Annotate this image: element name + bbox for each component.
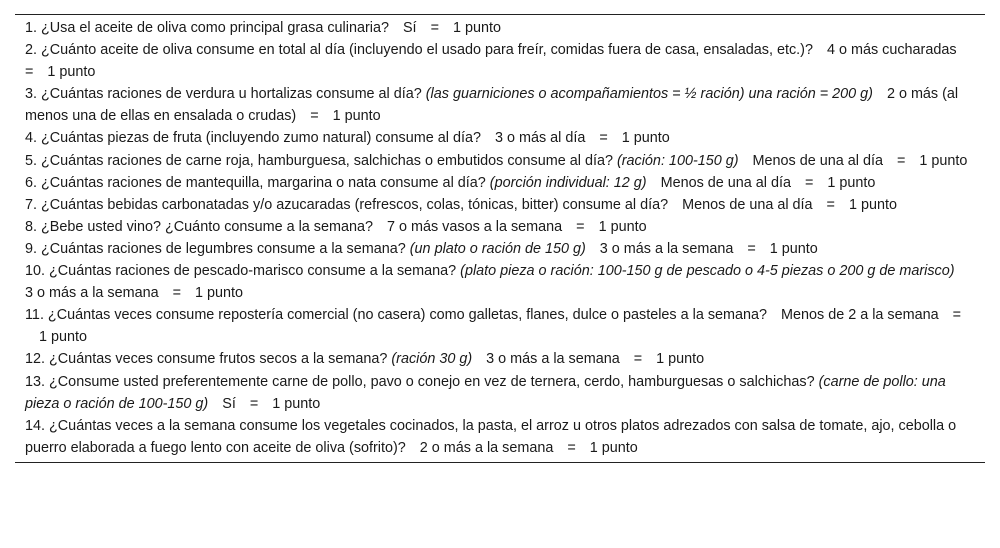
question-note: (las guarniciones o acompañamientos = ½ ración) una ración = 200 g) bbox=[425, 86, 873, 103]
score: 1 punto bbox=[39, 329, 88, 346]
score: 1 punto bbox=[598, 218, 647, 235]
answer-criterion: Sí bbox=[402, 20, 417, 36]
equals-sign: = bbox=[249, 395, 259, 412]
question-text: 13. ¿Consume usted preferentemente carne de pollo, pavo o conejo en vez de ternera, cerdo, hamburguesas o salchichas? bbox=[25, 373, 815, 390]
score: 1 punto bbox=[656, 351, 705, 368]
question-text: 14. ¿Cuántas veces a la semana consume los vegetales cocinados, la pasta, el arroz u otros platos adrezados con salsa de tomate, ajo, cebolla o puerro elaborada a fuego lento con aceite de oliva (sofrito)? bbox=[25, 417, 957, 456]
equals-sign: = bbox=[747, 240, 756, 257]
equals-sign: = bbox=[826, 196, 835, 213]
score: 1 punto bbox=[919, 152, 968, 169]
question-note: (ración: 100-150 g) bbox=[616, 152, 739, 169]
bottom-rule bbox=[15, 462, 985, 463]
question-text: 11. ¿Cuántas veces consume repostería comercial (no casera) como galletas, flanes, dulce o pasteles a la semana? bbox=[25, 307, 768, 324]
question-note: (porción individual: 12 g) bbox=[489, 174, 647, 191]
equals-sign: = bbox=[633, 351, 643, 368]
questionnaire-row bbox=[15, 216, 985, 238]
question-text: 3. ¿Cuántas raciones de verdura u hortalizas consume al día? bbox=[25, 86, 422, 103]
questionnaire-row bbox=[15, 415, 985, 459]
answer-criterion: Menos de una al día bbox=[660, 174, 791, 191]
question-text: 7. ¿Cuántas bebidas carbonatadas y/o azucaradas (refrescos, colas, tónicas, bitter) consume al día? bbox=[25, 196, 669, 213]
score: 1 punto bbox=[452, 20, 501, 36]
question-note: (carne de pollo: una pieza o ración de 100-150 g) bbox=[25, 373, 946, 412]
answer-criterion: 7 o más vasos a la semana bbox=[386, 218, 563, 235]
questionnaire-row bbox=[15, 83, 985, 127]
answer-criterion: Sí bbox=[222, 395, 236, 412]
score: 1 punto bbox=[621, 130, 670, 147]
questionnaire-rows bbox=[15, 15, 985, 462]
questionnaire-row bbox=[15, 348, 985, 370]
questionnaire-row bbox=[15, 371, 985, 415]
answer-criterion: 3 o más a la semana bbox=[599, 240, 734, 257]
equals-sign: = bbox=[952, 307, 962, 324]
question-text: 4. ¿Cuántas piezas de fruta (incluyendo zumo natural) consume al día? bbox=[25, 130, 481, 147]
question-text: 5. ¿Cuántas raciones de carne roja, hamburguesa, salchichas o embutidos consume al día? bbox=[25, 152, 613, 169]
questionnaire-row bbox=[15, 194, 985, 216]
equals-sign: = bbox=[599, 130, 608, 147]
question-note: (un plato o ración de 150 g) bbox=[409, 240, 586, 257]
questionnaire-row bbox=[15, 127, 985, 149]
score: 1 punto bbox=[195, 285, 244, 302]
answer-criterion: 4 o más cucharadas bbox=[826, 42, 957, 59]
equals-sign: = bbox=[805, 174, 814, 191]
equals-sign: = bbox=[576, 218, 585, 235]
question-note: (plato pieza o ración: 100-150 g de pescado o 4-5 piezas o 200 g de marisco) bbox=[460, 263, 955, 280]
question-text: 6. ¿Cuántas raciones de mantequilla, margarina o nata consume al día? bbox=[25, 174, 486, 191]
equals-sign: = bbox=[172, 285, 181, 302]
equals-sign: = bbox=[310, 108, 319, 125]
question-note: (ración 30 g) bbox=[391, 351, 473, 368]
score: 1 punto bbox=[848, 196, 897, 213]
equals-sign: = bbox=[567, 439, 576, 456]
question-text: 10. ¿Cuántas raciones de pescado-marisco consume a la semana? bbox=[25, 263, 457, 280]
answer-criterion: 3 o más a la semana bbox=[25, 285, 159, 302]
questionnaire-row bbox=[15, 39, 985, 83]
answer-criterion: Menos de 2 a la semana bbox=[781, 307, 939, 324]
questionnaire-row bbox=[15, 304, 985, 348]
question-text: 9. ¿Cuántas raciones de legumbres consume a la semana? bbox=[25, 240, 406, 257]
questionnaire-row bbox=[15, 172, 985, 194]
question-text: 8. ¿Bebe usted vino? ¿Cuánto consume a la semana? bbox=[25, 218, 373, 235]
score: 1 punto bbox=[47, 64, 96, 81]
question-text: 12. ¿Cuántas veces consume frutos secos a la semana? bbox=[25, 351, 388, 368]
questionnaire-row bbox=[15, 17, 985, 39]
equals-sign: = bbox=[896, 152, 906, 169]
answer-criterion: Menos de una al día bbox=[752, 152, 883, 169]
score: 1 punto bbox=[272, 395, 321, 412]
score: 1 punto bbox=[769, 240, 818, 257]
equals-sign: = bbox=[25, 64, 34, 81]
score: 1 punto bbox=[827, 174, 876, 191]
score: 1 punto bbox=[589, 439, 638, 456]
questionnaire-row bbox=[15, 150, 985, 172]
score: 1 punto bbox=[332, 108, 381, 125]
questionnaire-row bbox=[15, 260, 985, 304]
equals-sign: = bbox=[430, 20, 439, 36]
answer-criterion: 2 o más a la semana bbox=[419, 439, 554, 456]
questionnaire-table bbox=[15, 14, 985, 463]
question-text: 1. ¿Usa el aceite de oliva como principal grasa culinaria? bbox=[25, 20, 389, 36]
answer-criterion: Menos de una al día bbox=[682, 196, 813, 213]
answer-criterion: 2 o más (al menos una de ellas en ensalada o crudas) bbox=[25, 86, 959, 125]
question-text: 2. ¿Cuánto aceite de oliva consume en total al día (incluyendo el usado para freír, comidas fuera de casa, ensaladas, etc.)? bbox=[25, 42, 813, 59]
answer-criterion: 3 o más al día bbox=[494, 130, 586, 147]
answer-criterion: 3 o más a la semana bbox=[486, 351, 620, 368]
questionnaire-row bbox=[15, 238, 985, 260]
